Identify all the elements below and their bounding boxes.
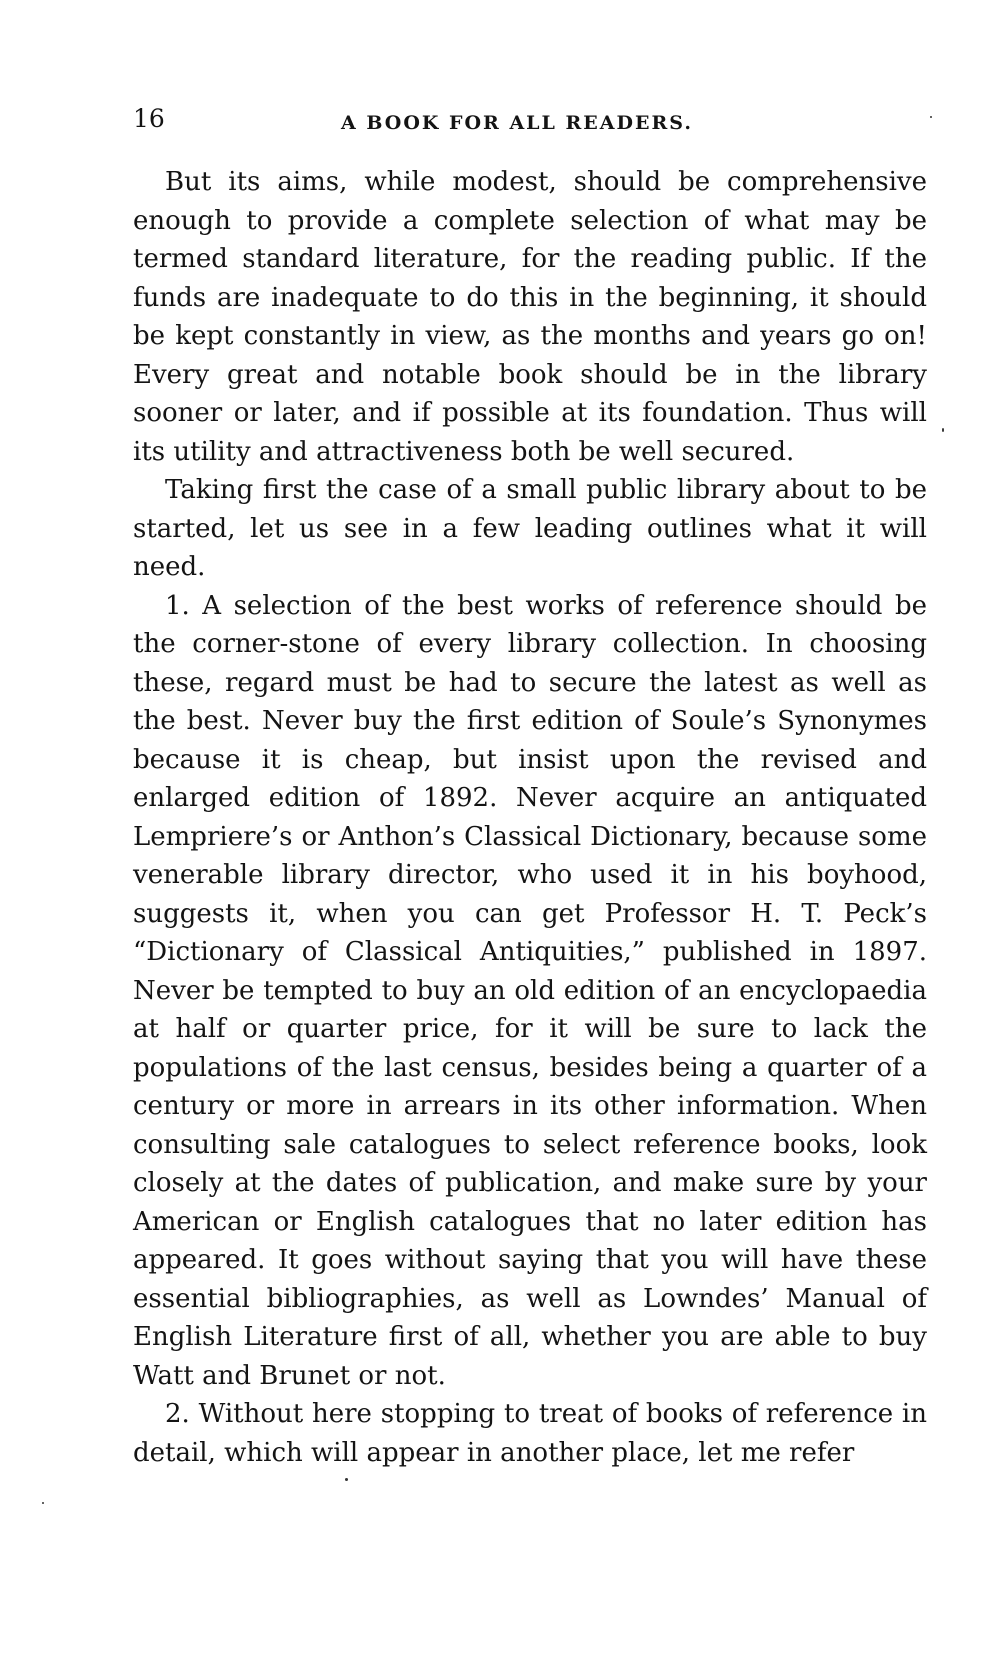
page-header (133, 98, 927, 138)
running-title: A BOOK FOR ALL READERS. (341, 112, 693, 134)
scan-speck (345, 1478, 348, 1481)
paragraph: 1. A selection of the best works of reference should be the corner-stone of every library collection. In choosing these, regard must be had to secure the latest as well as the best. Never buy the first edition of Soule’s Synonymes because it is cheap, but insist upon the revised and enlarged edition of 1892. Never acquire an antiquated Lempriere’s or Anthon’s Classical Dictionary, because some venerable library director, who used it in his boyhood, suggests it, when you can get Professor H. T. Peck’s “Dictionary of Classical Antiquities,” published in 1897. Never be tempted to buy an old edition of an encyclopaedia at half or quarter price, for it will be sure to lack the populations of the last census, besides being a quarter of a century or more in arrears in its other information. When consulting sale catalogues to select reference books, look closely at the dates of publication, and make sure by your American or English catalogues that no later edition has appeared. It goes without saying that you will have these essential bibliographies, as well as Lowndes’ Manual of English Literature first of all, whether you are able to buy Watt and Brunet or not. (133, 590, 927, 1391)
scan-speck (930, 116, 932, 118)
scan-speck (42, 1502, 44, 1504)
page-number: 16 (133, 104, 165, 133)
paragraph: Taking first the case of a small public library about to be started, let us see in a few leading outlines what it will need. (133, 475, 927, 582)
paragraph: But its aims, while modest, should be comprehensive enough to provide a complete selection of what may be termed standard literature, for the reading public. If the funds are inadequate to do this in the beginning, it should be kept constantly in view, as the months and years go on! Every great and notable book should be in the library sooner or later, and if possible at its foundation. Thus will its utility and attractiveness both be well secured. (133, 167, 927, 467)
scan-speck (942, 428, 944, 432)
body-text (133, 163, 927, 1472)
paragraph: 2. Without here stopping to treat of books of reference in detail, which will appear in another place, let me refer (133, 1399, 927, 1468)
